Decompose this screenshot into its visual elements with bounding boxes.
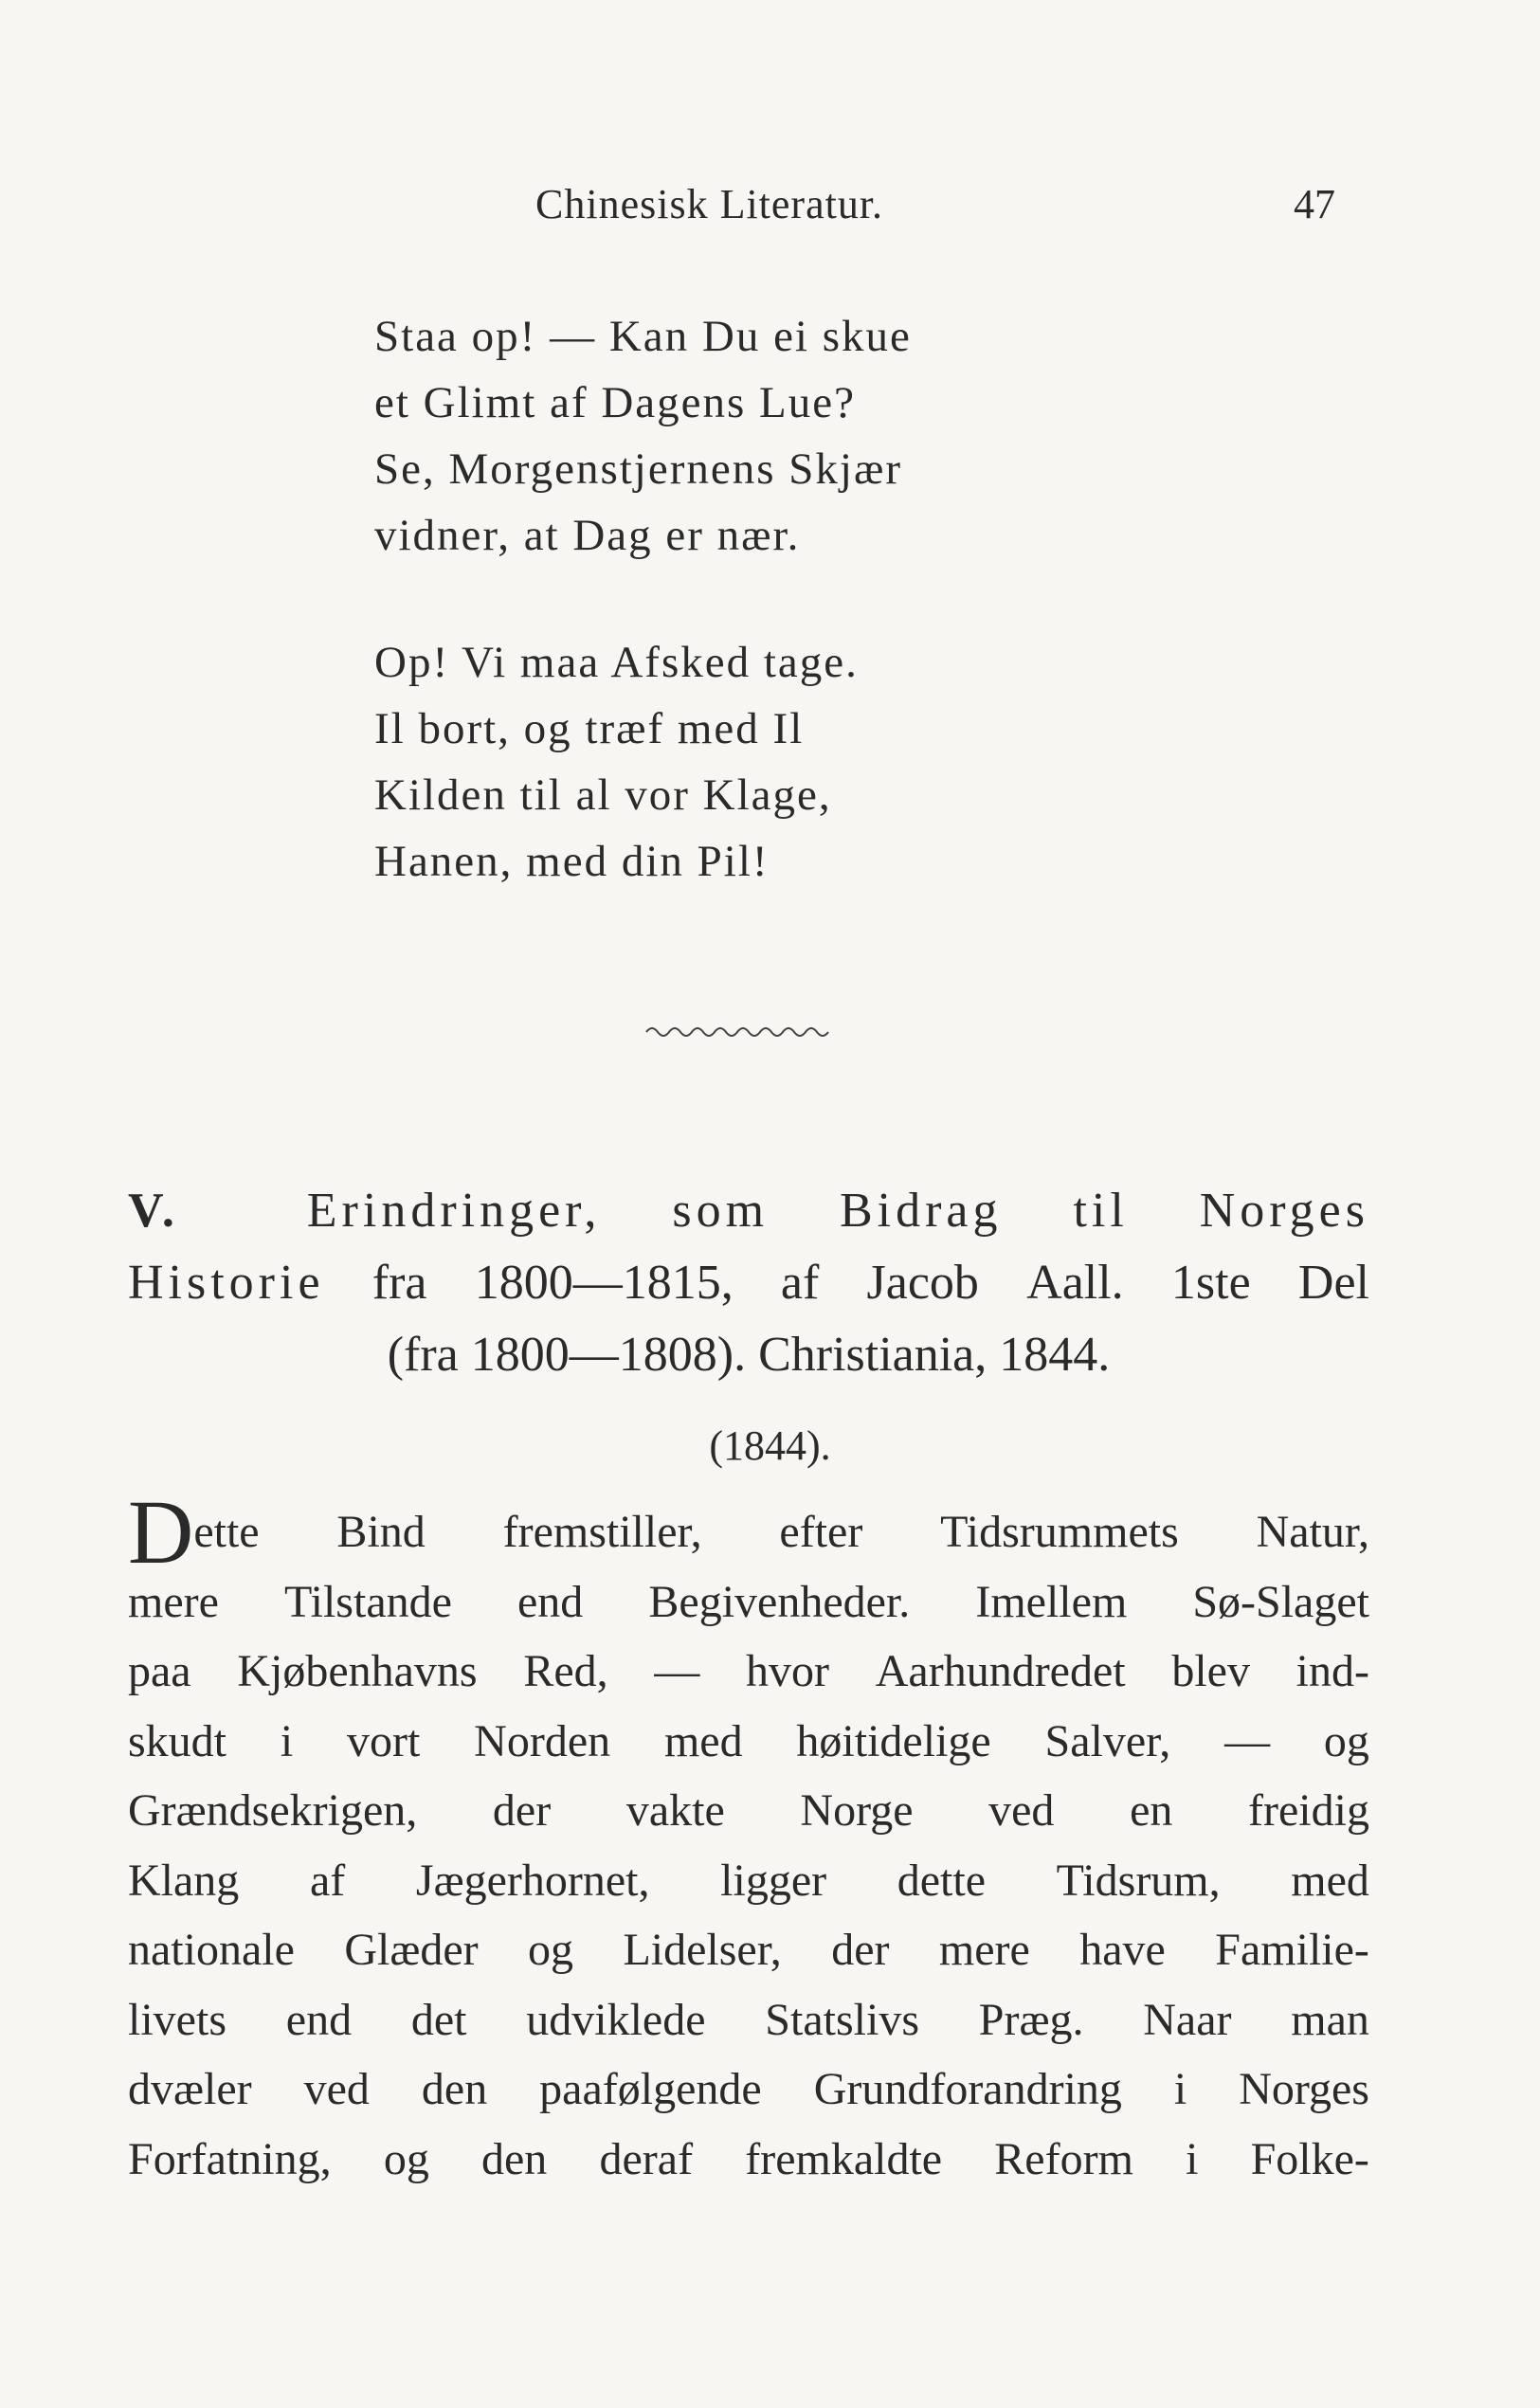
word: hvor	[746, 1646, 830, 1696]
word: dvæler	[128, 2064, 252, 2114]
section-date: (1844).	[709, 1422, 831, 1469]
heading-word: Erindringer,	[306, 1184, 602, 1238]
word: med	[1291, 1855, 1369, 1906]
verse-line: Op! Vi maa Afsked tage.	[374, 638, 859, 687]
word: Familie-	[1215, 1925, 1369, 1975]
word: ind-	[1295, 1646, 1369, 1696]
word: mere	[938, 1925, 1030, 1975]
word: fremstiller,	[502, 1507, 702, 1557]
word: Naar	[1143, 1994, 1232, 2045]
word: Kjøbenhavns	[237, 1646, 478, 1696]
word: høitidelige	[796, 1715, 991, 1766]
word: Natur,	[1256, 1507, 1369, 1557]
word: livets	[128, 1994, 226, 2045]
word: Norden	[474, 1715, 611, 1766]
heading-word: fra	[371, 1256, 427, 1310]
word: Forfatning,	[128, 2133, 332, 2184]
paragraph-lines	[128, 1567, 1369, 2195]
word: i	[1173, 2064, 1187, 2114]
word: Grændsekrigen,	[128, 1785, 418, 1836]
word: ette	[193, 1507, 260, 1557]
heading-word: af	[780, 1256, 820, 1310]
body-paragraph	[128, 1481, 1369, 2194]
word: end	[517, 1576, 584, 1627]
word: Tidsrum,	[1056, 1855, 1221, 1906]
paragraph-first-line	[128, 1481, 1369, 1583]
word: Klang	[128, 1855, 240, 1906]
word: Red,	[523, 1646, 608, 1696]
word: Folke-	[1250, 2133, 1369, 2184]
paragraph-line	[128, 1915, 1369, 1985]
word: man	[1291, 1994, 1369, 2045]
word: efter	[779, 1507, 863, 1557]
heading-line-3: (fra 1800—1808). Christiania, 1844.	[387, 1328, 1111, 1382]
word: end	[285, 1994, 353, 2045]
section-heading	[128, 1175, 1369, 1391]
word: —	[1224, 1715, 1271, 1766]
heading-word: som	[672, 1184, 770, 1238]
word: Norges	[1239, 2064, 1369, 2114]
word: mere	[128, 1576, 219, 1627]
word: af	[309, 1855, 346, 1906]
verse-line: vidner, at Dag er nær.	[374, 511, 801, 560]
word: der	[492, 1785, 552, 1836]
heading-word: til	[1073, 1184, 1129, 1238]
word: og	[1323, 1715, 1369, 1766]
word: Tilstande	[284, 1576, 452, 1627]
word: Reform	[994, 2133, 1133, 2184]
word: det	[410, 1994, 467, 2045]
verse-line: Staa op! — Kan Du ei skue	[374, 312, 912, 361]
heading-word: 1800—1815,	[474, 1256, 734, 1310]
heading-word: Bidrag	[839, 1184, 1003, 1238]
word: Præg.	[978, 1994, 1084, 2045]
wavy-ornament-divider	[644, 1019, 834, 1041]
word: Grundforandring	[813, 2064, 1122, 2114]
word: Glæder	[344, 1925, 479, 1975]
word: Jægerhornet,	[415, 1855, 650, 1906]
word: og	[383, 2133, 429, 2184]
heading-line-2	[128, 1247, 1369, 1319]
word: udviklede	[526, 1994, 706, 2045]
word: Lidelser,	[623, 1925, 782, 1975]
word: freidig	[1248, 1785, 1369, 1836]
word: deraf	[599, 2133, 694, 2184]
verse-line: et Glimt af Dagens Lue?	[374, 378, 856, 427]
word: Begivenheder.	[648, 1576, 911, 1627]
word: ved	[303, 2064, 370, 2114]
paragraph-line	[128, 1846, 1369, 1916]
verse-line: Hanen, med din Pil!	[374, 837, 770, 886]
page-number: 47	[1294, 181, 1335, 227]
word: Imellem	[975, 1576, 1128, 1627]
paragraph-line	[128, 1776, 1369, 1846]
word: med	[663, 1715, 743, 1766]
poem-stanza-2	[374, 629, 1227, 895]
word: paafølgende	[539, 2064, 762, 2114]
word: ligger	[720, 1855, 827, 1906]
paragraph-line	[128, 2125, 1369, 2195]
heading-word: Norges	[1199, 1184, 1369, 1238]
word: Sø-Slaget	[1192, 1576, 1369, 1627]
paragraph-line	[128, 1567, 1369, 1638]
poem-stanza-1	[374, 303, 1227, 569]
paragraph-line	[128, 1985, 1369, 2055]
paragraph-line	[128, 1707, 1369, 1777]
heading-word: Del	[1297, 1256, 1369, 1310]
word: blev	[1171, 1646, 1250, 1696]
word: en	[1130, 1785, 1173, 1836]
paragraph-line	[128, 2055, 1369, 2125]
word: Tidsrummets	[940, 1507, 1179, 1557]
poem	[374, 303, 1227, 955]
word: i	[1186, 2133, 1199, 2184]
word: ved	[988, 1785, 1055, 1836]
word: Norge	[800, 1785, 914, 1836]
first-word	[128, 1481, 260, 1583]
word: den	[421, 2064, 488, 2114]
heading-word: Jacob	[866, 1256, 979, 1310]
word: have	[1079, 1925, 1166, 1975]
heading-word: Aall.	[1026, 1256, 1124, 1310]
paragraph-line	[128, 1637, 1369, 1707]
word: Bind	[336, 1507, 426, 1557]
running-title: Chinesisk Literatur.	[535, 181, 884, 227]
word: paa	[128, 1646, 191, 1696]
drop-cap: D	[128, 1481, 194, 1583]
verse-line: Se, Morgenstjernens Skjær	[374, 444, 902, 494]
word: den	[480, 2133, 548, 2184]
word: og	[528, 1925, 574, 1975]
page-header	[0, 180, 1540, 237]
word: i	[280, 1715, 294, 1766]
verse-line: Kilden til al vor Klage,	[374, 770, 832, 820]
heading-word: Historie	[128, 1256, 325, 1310]
verse-line: Il bort, og træf med Il	[374, 704, 805, 753]
word: vakte	[625, 1785, 725, 1836]
word: skudt	[128, 1715, 227, 1766]
word: Salver,	[1044, 1715, 1171, 1766]
section-numeral: V.	[128, 1184, 179, 1238]
word: vort	[347, 1715, 421, 1766]
heading-line-1	[128, 1175, 1369, 1247]
word: —	[654, 1646, 700, 1696]
word: nationale	[128, 1925, 295, 1975]
word: Aarhundredet	[875, 1646, 1126, 1696]
word: dette	[897, 1855, 987, 1906]
heading-word: 1ste	[1170, 1256, 1251, 1310]
word: Statslivs	[765, 1994, 919, 2045]
word: der	[831, 1925, 890, 1975]
word: fremkaldte	[745, 2133, 943, 2184]
